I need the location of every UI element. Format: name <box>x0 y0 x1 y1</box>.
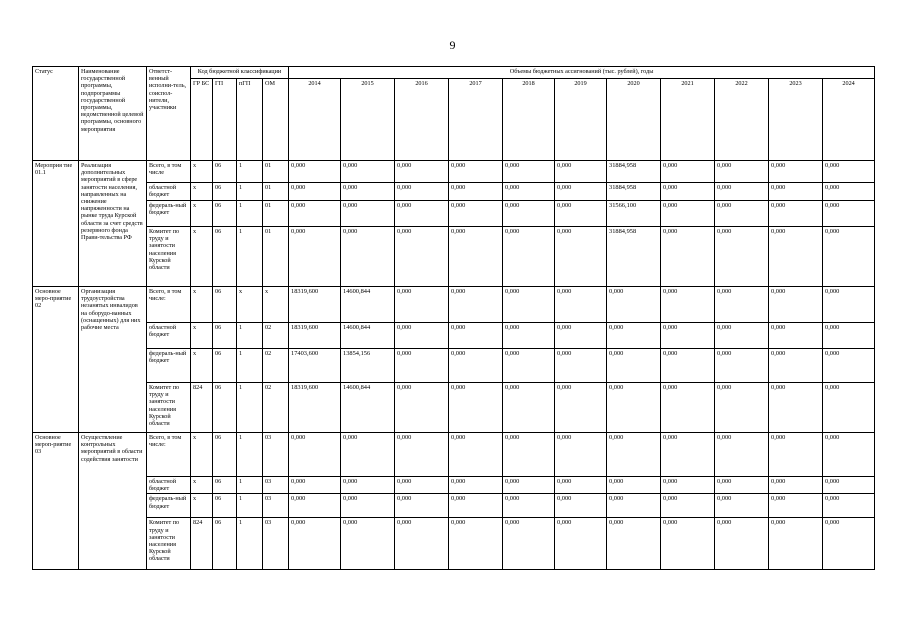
value-cell: 0,000 <box>823 227 875 287</box>
value-cell: 0,000 <box>395 433 449 477</box>
value-cell: 0,000 <box>503 287 555 323</box>
grbs-cell: х <box>191 494 213 518</box>
header-code-col: пГП <box>237 79 263 161</box>
header-year: 2024 <box>823 79 875 161</box>
value-cell: 0,000 <box>769 201 823 227</box>
grbs-cell: 824 <box>191 383 213 433</box>
value-cell: 0,000 <box>715 287 769 323</box>
header-year: 2014 <box>289 79 341 161</box>
table-row <box>33 494 875 518</box>
value-cell: 0,000 <box>607 323 661 349</box>
value-cell: 0,000 <box>769 383 823 433</box>
table-row <box>33 323 875 349</box>
value-cell: 18319,600 <box>289 287 341 323</box>
value-cell: 0,000 <box>449 227 503 287</box>
value-cell: 13854,156 <box>341 349 395 383</box>
executor-cell: Всего, в том числе: <box>147 433 191 477</box>
value-cell: 31566,100 <box>607 201 661 227</box>
value-cell: 0,000 <box>555 201 607 227</box>
value-cell: 0,000 <box>661 161 715 183</box>
value-cell: 0,000 <box>769 477 823 494</box>
value-cell: 0,000 <box>395 161 449 183</box>
value-cell: 0,000 <box>555 494 607 518</box>
executor-cell: федераль-ный бюджет <box>147 494 191 518</box>
value-cell: 0,000 <box>769 433 823 477</box>
value-cell: 0,000 <box>607 383 661 433</box>
value-cell: 0,000 <box>289 227 341 287</box>
value-cell: 0,000 <box>661 323 715 349</box>
header-year: 2018 <box>503 79 555 161</box>
pgp-cell: 1 <box>237 518 263 570</box>
program-name-cell: Реализация дополнительных мероприятий в сфере занятости населения, направленных на снижение напряженности на рынке труда Курской области за счет средств резервного фонда Прави-тельства РФ <box>79 161 147 287</box>
grbs-cell: 824 <box>191 518 213 570</box>
value-cell: 0,000 <box>661 201 715 227</box>
value-cell: 0,000 <box>661 227 715 287</box>
table-row <box>33 349 875 383</box>
value-cell: 0,000 <box>823 349 875 383</box>
value-cell: 31884,958 <box>607 161 661 183</box>
value-cell: 0,000 <box>341 433 395 477</box>
value-cell: 0,000 <box>661 383 715 433</box>
executor-cell: федераль-ный бюджет <box>147 201 191 227</box>
value-cell: 0,000 <box>661 518 715 570</box>
value-cell: 0,000 <box>823 433 875 477</box>
value-cell: 0,000 <box>449 518 503 570</box>
executor-cell: Всего, в том числе <box>147 161 191 183</box>
value-cell: 0,000 <box>503 323 555 349</box>
table-row <box>33 201 875 227</box>
pgp-cell: 1 <box>237 349 263 383</box>
value-cell: 0,000 <box>449 349 503 383</box>
value-cell: 0,000 <box>823 518 875 570</box>
value-cell: 0,000 <box>395 227 449 287</box>
value-cell: 0,000 <box>503 518 555 570</box>
pgp-cell: 1 <box>237 227 263 287</box>
value-cell: 0,000 <box>823 383 875 433</box>
executor-cell: Комитет по труду и занятости населения Курской области <box>147 383 191 433</box>
value-cell: 0,000 <box>341 477 395 494</box>
value-cell: 0,000 <box>661 287 715 323</box>
executor-cell: Всего, в том числе: <box>147 287 191 323</box>
value-cell: 0,000 <box>555 287 607 323</box>
value-cell: 0,000 <box>661 433 715 477</box>
value-cell: 0,000 <box>395 349 449 383</box>
grbs-cell: х <box>191 477 213 494</box>
executor-cell: областной бюджет <box>147 183 191 201</box>
gp-cell: 06 <box>213 477 237 494</box>
om-cell: 01 <box>263 227 289 287</box>
table-row <box>33 183 875 201</box>
table-row <box>33 433 875 477</box>
value-cell: 0,000 <box>503 383 555 433</box>
status-cell: Основное меро-приятие 02 <box>33 287 79 433</box>
value-cell: 0,000 <box>503 349 555 383</box>
value-cell: 0,000 <box>715 227 769 287</box>
gp-cell: 06 <box>213 383 237 433</box>
value-cell: 0,000 <box>661 477 715 494</box>
pgp-cell: 1 <box>237 477 263 494</box>
value-cell: 0,000 <box>289 161 341 183</box>
executor-cell: федераль-ный бюджет <box>147 349 191 383</box>
value-cell: 0,000 <box>449 183 503 201</box>
value-cell: 0,000 <box>289 183 341 201</box>
page-number: 9 <box>449 38 456 52</box>
executor-cell: областной бюджет <box>147 477 191 494</box>
value-cell: 0,000 <box>607 518 661 570</box>
value-cell: 0,000 <box>607 287 661 323</box>
value-cell: 0,000 <box>607 349 661 383</box>
executor-cell: Комитет по труду и занятости населения Курской области <box>147 227 191 287</box>
header-code-col: ГР БС <box>191 79 213 161</box>
value-cell: 0,000 <box>289 201 341 227</box>
value-cell: 0,000 <box>769 183 823 201</box>
value-cell: 0,000 <box>715 477 769 494</box>
value-cell: 0,000 <box>823 201 875 227</box>
value-cell: 0,000 <box>661 494 715 518</box>
value-cell: 0,000 <box>769 494 823 518</box>
grbs-cell: х <box>191 433 213 477</box>
value-cell: 0,000 <box>555 433 607 477</box>
gp-cell: 06 <box>213 287 237 323</box>
value-cell: 0,000 <box>341 227 395 287</box>
value-cell: 0,000 <box>341 183 395 201</box>
value-cell: 0,000 <box>715 349 769 383</box>
value-cell: 0,000 <box>449 323 503 349</box>
value-cell: 0,000 <box>661 349 715 383</box>
gp-cell: 06 <box>213 161 237 183</box>
value-cell: 0,000 <box>503 494 555 518</box>
value-cell: 0,000 <box>661 183 715 201</box>
value-cell: 14600,844 <box>341 287 395 323</box>
program-name-cell: Осуществление контрольных мероприятий в области содействия занятости <box>79 433 147 570</box>
grbs-cell: х <box>191 201 213 227</box>
value-cell: 0,000 <box>607 477 661 494</box>
header-year: 2022 <box>715 79 769 161</box>
value-cell: 0,000 <box>715 433 769 477</box>
value-cell: 0,000 <box>715 518 769 570</box>
grbs-cell: х <box>191 183 213 201</box>
value-cell: 31884,958 <box>607 227 661 287</box>
value-cell: 0,000 <box>503 227 555 287</box>
value-cell: 0,000 <box>503 161 555 183</box>
value-cell: 0,000 <box>555 161 607 183</box>
header-year: 2016 <box>395 79 449 161</box>
header-year: 2015 <box>341 79 395 161</box>
table-row <box>33 518 875 570</box>
value-cell: 0,000 <box>555 477 607 494</box>
om-cell: 01 <box>263 201 289 227</box>
value-cell: 0,000 <box>449 161 503 183</box>
header-name: Наименование государственной программы, подпрограммы государственной программы, ведомственной целевой программы, основного мероприятия <box>79 67 147 161</box>
value-cell: 0,000 <box>395 201 449 227</box>
value-cell: 0,000 <box>289 433 341 477</box>
header-year: 2019 <box>555 79 607 161</box>
value-cell: 0,000 <box>449 383 503 433</box>
grbs-cell: х <box>191 227 213 287</box>
executor-cell: областной бюджет <box>147 323 191 349</box>
value-cell: 0,000 <box>449 477 503 494</box>
gp-cell: 06 <box>213 433 237 477</box>
header-year: 2017 <box>449 79 503 161</box>
value-cell: 0,000 <box>823 494 875 518</box>
value-cell: 0,000 <box>503 183 555 201</box>
pgp-cell: 1 <box>237 494 263 518</box>
value-cell: 0,000 <box>823 287 875 323</box>
header-code-col: ОМ <box>263 79 289 161</box>
pgp-cell: 1 <box>237 161 263 183</box>
table-row <box>33 161 875 183</box>
header-code-group: Код бюджетной классификации <box>191 67 289 79</box>
table-row <box>33 227 875 287</box>
value-cell: 0,000 <box>449 201 503 227</box>
gp-cell: 06 <box>213 227 237 287</box>
status-cell: Мероприя тие 01.1 <box>33 161 79 287</box>
value-cell: 0,000 <box>555 227 607 287</box>
value-cell: 0,000 <box>289 477 341 494</box>
pgp-cell: 1 <box>237 433 263 477</box>
header-status: Статус <box>33 67 79 161</box>
value-cell: 0,000 <box>341 161 395 183</box>
value-cell: 0,000 <box>341 494 395 518</box>
status-cell: Основное мероп-риятие 03 <box>33 433 79 570</box>
executor-cell: Комитет по труду и занятости населения Курской области <box>147 518 191 570</box>
table-row <box>33 287 875 323</box>
value-cell: 0,000 <box>823 477 875 494</box>
value-cell: 0,000 <box>769 227 823 287</box>
value-cell: 14600,844 <box>341 383 395 433</box>
value-cell: 0,000 <box>449 494 503 518</box>
value-cell: 0,000 <box>823 323 875 349</box>
value-cell: 0,000 <box>715 383 769 433</box>
om-cell: 01 <box>263 183 289 201</box>
gp-cell: 06 <box>213 349 237 383</box>
value-cell: 0,000 <box>769 161 823 183</box>
value-cell: 0,000 <box>715 161 769 183</box>
header-code-col: ГП <box>213 79 237 161</box>
header-year: 2023 <box>769 79 823 161</box>
value-cell: 0,000 <box>449 433 503 477</box>
om-cell: 03 <box>263 494 289 518</box>
value-cell: 0,000 <box>395 287 449 323</box>
value-cell: 14600,844 <box>341 323 395 349</box>
value-cell: 0,000 <box>769 323 823 349</box>
om-cell: 02 <box>263 323 289 349</box>
value-cell: 0,000 <box>341 201 395 227</box>
value-cell: 0,000 <box>555 323 607 349</box>
value-cell: 0,000 <box>823 183 875 201</box>
om-cell: 02 <box>263 349 289 383</box>
value-cell: 0,000 <box>715 323 769 349</box>
header-year: 2021 <box>661 79 715 161</box>
value-cell: 0,000 <box>715 494 769 518</box>
value-cell: 0,000 <box>715 183 769 201</box>
value-cell: 0,000 <box>503 477 555 494</box>
gp-cell: 06 <box>213 323 237 349</box>
value-cell: 0,000 <box>823 161 875 183</box>
value-cell: 0,000 <box>769 518 823 570</box>
table-row <box>33 477 875 494</box>
value-cell: 0,000 <box>503 433 555 477</box>
pgp-cell: 1 <box>237 323 263 349</box>
pgp-cell: 1 <box>237 201 263 227</box>
value-cell: 0,000 <box>395 383 449 433</box>
om-cell: 02 <box>263 383 289 433</box>
om-cell: 03 <box>263 518 289 570</box>
pgp-cell: 1 <box>237 183 263 201</box>
value-cell: 0,000 <box>555 383 607 433</box>
value-cell: 0,000 <box>395 183 449 201</box>
value-cell: 0,000 <box>607 433 661 477</box>
gp-cell: 06 <box>213 494 237 518</box>
om-cell: 01 <box>263 161 289 183</box>
pgp-cell: х <box>237 287 263 323</box>
budget-table <box>32 66 875 570</box>
value-cell: 17403,600 <box>289 349 341 383</box>
value-cell: 18319,600 <box>289 383 341 433</box>
value-cell: 0,000 <box>555 183 607 201</box>
grbs-cell: х <box>191 323 213 349</box>
value-cell: 0,000 <box>289 518 341 570</box>
value-cell: 0,000 <box>395 477 449 494</box>
value-cell: 0,000 <box>769 349 823 383</box>
gp-cell: 06 <box>213 518 237 570</box>
value-cell: 0,000 <box>395 518 449 570</box>
header-volumes: Объемы бюджетных ассигнований (тыс. рублей), годы <box>289 67 875 79</box>
table-row <box>33 383 875 433</box>
value-cell: 0,000 <box>341 518 395 570</box>
value-cell: 0,000 <box>289 494 341 518</box>
program-name-cell: Организация трудоустройства незанятых инвалидов на оборудо-ванных (оснащенных) для них рабочие места <box>79 287 147 433</box>
om-cell: 03 <box>263 477 289 494</box>
header-year: 2020 <box>607 79 661 161</box>
value-cell: 0,000 <box>555 518 607 570</box>
grbs-cell: х <box>191 161 213 183</box>
value-cell: 31884,958 <box>607 183 661 201</box>
value-cell: 0,000 <box>715 201 769 227</box>
value-cell: 0,000 <box>769 287 823 323</box>
value-cell: 0,000 <box>395 494 449 518</box>
value-cell: 0,000 <box>449 287 503 323</box>
pgp-cell: 1 <box>237 383 263 433</box>
value-cell: 0,000 <box>503 201 555 227</box>
gp-cell: 06 <box>213 201 237 227</box>
om-cell: х <box>263 287 289 323</box>
value-cell: 18319,600 <box>289 323 341 349</box>
om-cell: 03 <box>263 433 289 477</box>
value-cell: 0,000 <box>607 494 661 518</box>
header-executor: Ответст-венный исполни-тель, соиспол-нители, участники <box>147 67 191 161</box>
grbs-cell: х <box>191 287 213 323</box>
gp-cell: 06 <box>213 183 237 201</box>
value-cell: 0,000 <box>395 323 449 349</box>
value-cell: 0,000 <box>555 349 607 383</box>
grbs-cell: х <box>191 349 213 383</box>
